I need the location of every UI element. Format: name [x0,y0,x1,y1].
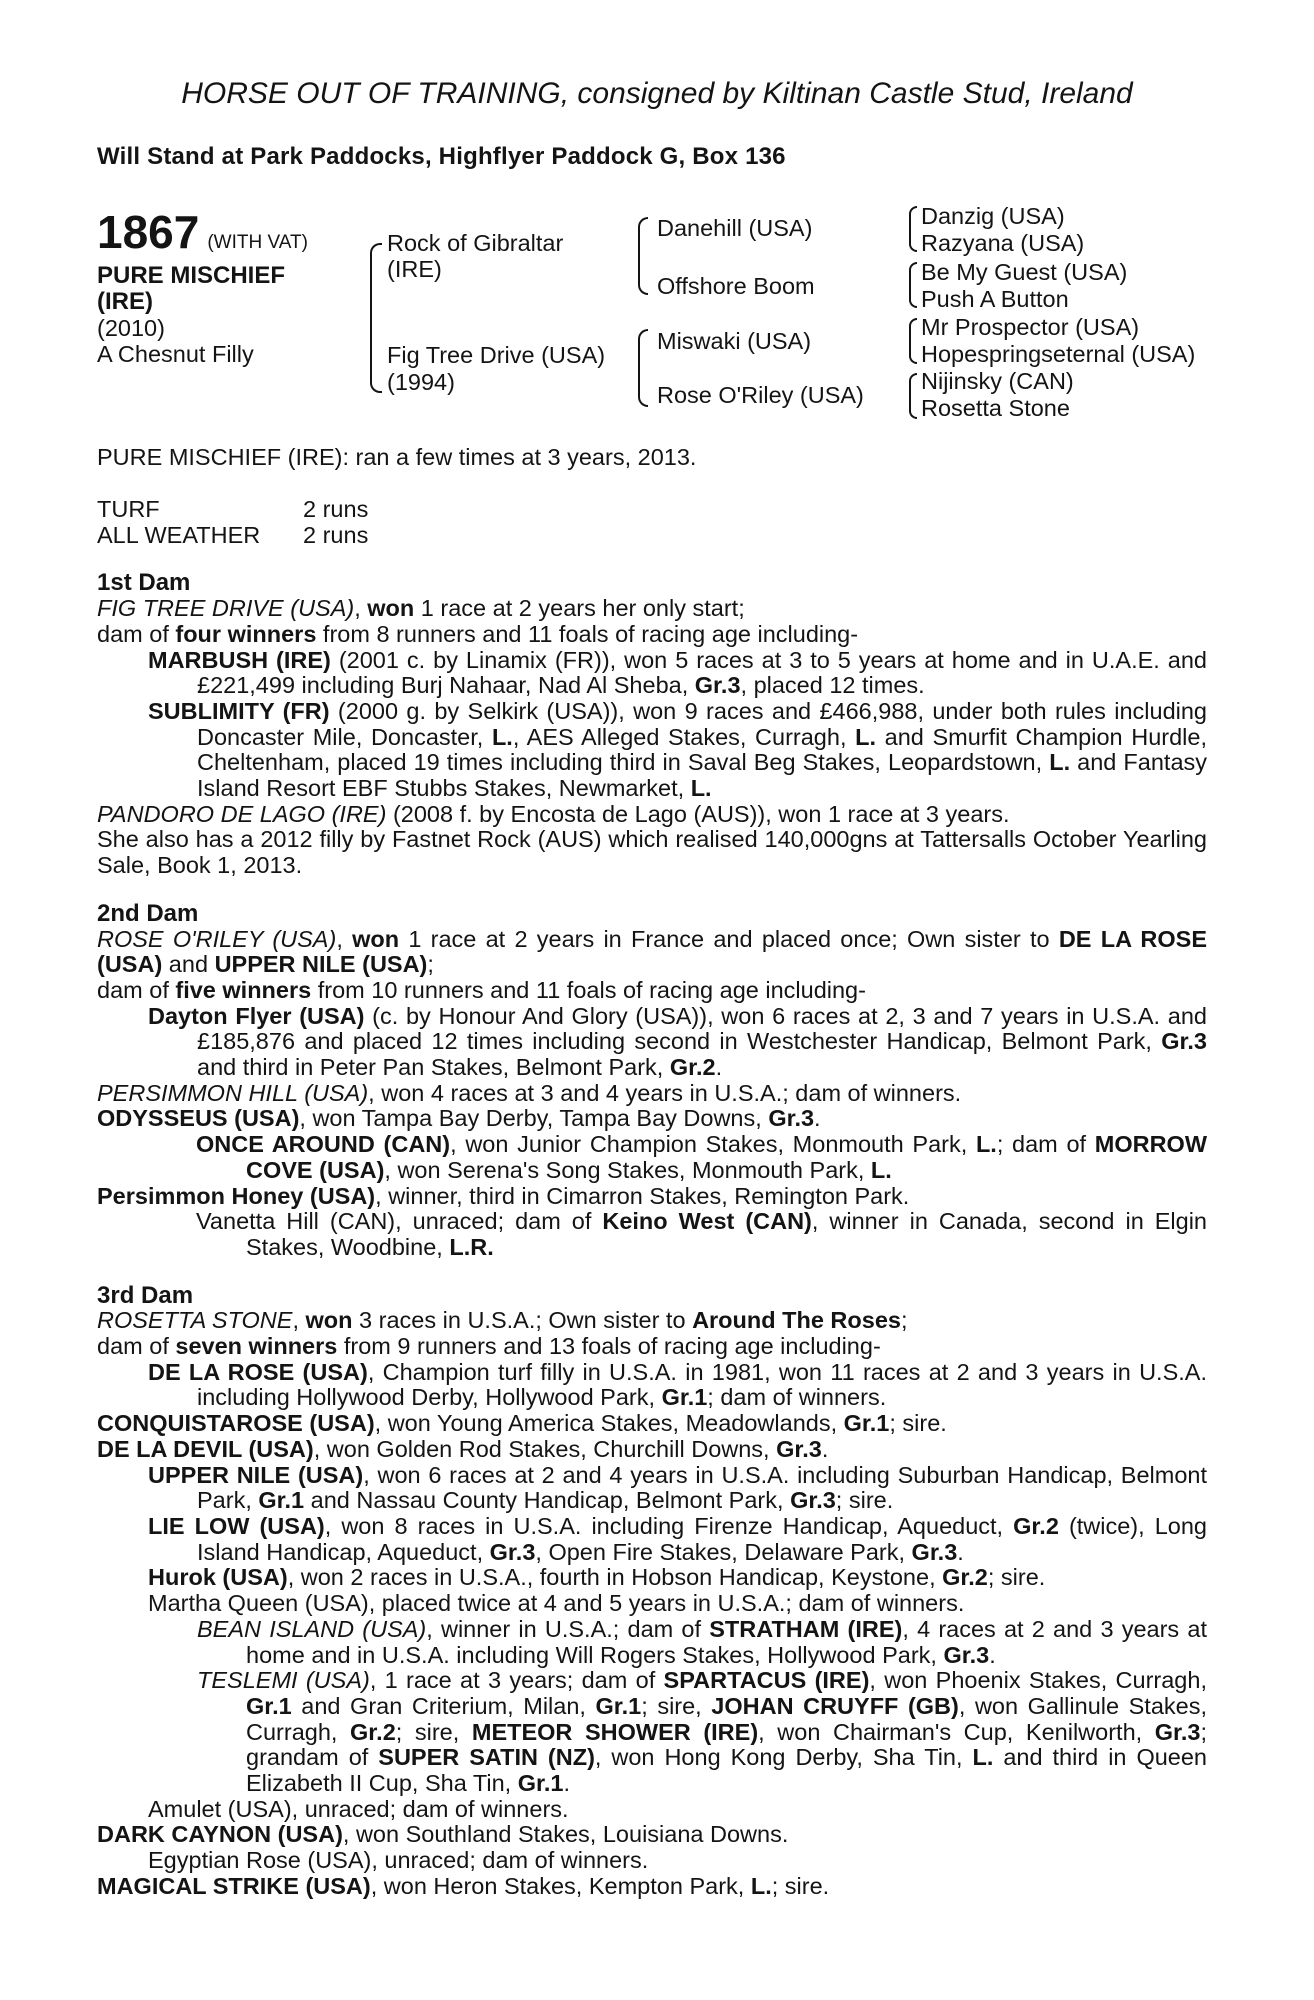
runs-label-turf: TURF [97,496,160,523]
pedigree-brace-dam [638,329,648,407]
progeny-entry: UPPER NILE (USA), won 6 races at 2 and 4 years in U.S.A. including Suburban Handicap, Belmont Park, Gr.1 and Nassau County Handicap, Belmont Park, Gr.3; sire. [148,1461,1207,1514]
horse-name-suffix: (IRE) [97,288,153,315]
progeny-entry: Hurok (USA), won 2 races in U.S.A., fourth in Hobson Handicap, Keystone, Gr.2; sire. [148,1564,1046,1591]
runs-value-aw: 2 runs [303,522,369,549]
pedigree-sire-dam: Offshore Boom [657,273,815,299]
progeny-entry: PERSIMMON HILL (USA), won 4 races at 3 and 4 years in U.S.A.; dam of winners. [97,1079,962,1106]
dam-record: FIG TREE DRIVE (USA), won 1 race at 2 years her only start; [97,595,745,622]
pedigree-dam-dam: Rose O'Riley (USA) [657,382,864,408]
grand-progeny-entry: BEAN ISLAND (USA), winner in U.S.A.; dam of STRATHAM (IRE), 4 races at 2 and 3 years at home and in U.S.A. including Will Rogers Stakes, Hollywood Park, Gr.3. [197,1615,1207,1668]
section-heading: 3rd Dam [97,1281,194,1309]
section-heading: 1st Dam [97,569,191,597]
pedigree-brace-g3-1 [909,206,917,252]
pedigree-g3-3: Be My Guest (USA) [921,259,1128,285]
progeny-entry: MARBUSH (IRE) (2001 c. by Linamix (FR)), won 5 races at 3 to 5 years at home and in U.A.E. and £221,499 including Burj Nahaar, Nad Al Sheba, Gr.3, placed 12 times. [148,646,1207,699]
pedigree-brace-g3-4 [909,373,917,419]
pedigree-g3-8: Rosetta Stone [921,395,1070,421]
horse-description: A Chesnut Filly [97,341,254,367]
runs-label-aw: ALL WEATHER [97,522,261,549]
runs-value-turf: 2 runs [303,496,369,523]
progeny-entry: LIE LOW (USA), won 8 races in U.S.A. including Firenze Handicap, Aqueduct, Gr.2 (twice), Long Island Handicap, Aqueduct, Gr.3, Open Fire Stakes, Delaware Park, Gr.3. [148,1513,1207,1565]
pedigree-brace-g3-2 [909,262,917,308]
dam-produce-summary: dam of seven winners from 9 runners and 13 foals of racing age including- [97,1333,881,1360]
pedigree-brace-gen1 [370,243,382,393]
foaling-year: (2010) [97,315,165,341]
grand-progeny-entry: MAGICAL STRIKE (USA), won Heron Stakes, Kempton Park, L.; sire. [97,1872,830,1899]
progeny-entry: Dayton Flyer (USA) (c. by Honour And Glory (USA)), won 6 races at 2, 3 and 7 years in U.S.A. and £185,876 and placed 12 times including second in Westchester Handicap, Belmont Park, Gr.3 and third in Peter Pan Stakes, Belmont Park, Gr.2. [148,1002,1207,1081]
progeny-entry: PANDORO DE LAGO (IRE) (2008 f. by Encosta de Lago (AUS)), won 1 race at 3 years. [97,800,1010,827]
grand-progeny-entry: TESLEMI (USA), 1 race at 3 years; dam of SPARTACUS (IRE), won Phoenix Stakes, Curragh, Gr.1 and Gran Criterium, Milan, Gr.1; sire, JOHAN CRUYFF (GB), won Gallinule Stakes, Curragh, Gr.2; sire, METEOR SHOWER (IRE), won Chairman's Cup, Kenilworth, Gr.3; grandam of SUPER SATIN (NZ), won Hong Kong Derby, Sha Tin, L. and third in Queen Elizabeth II Cup, Sha Tin, Gr.1. [197,1667,1208,1797]
pedigree-sire-sire: Danehill (USA) [657,215,813,241]
vat-note: (WITH VAT) [207,232,308,253]
lot-number-line [97,205,308,259]
progeny-entry: Egyptian Rose (USA), unraced; dam of winners. [148,1847,649,1874]
grand-progeny-entry: ONCE AROUND (CAN), won Junior Champion Stakes, Monmouth Park, L.; dam of MORROW COVE (USA), won Serena's Song Stakes, Monmouth Park, L. [196,1131,1208,1183]
catalogue-body [97,445,1207,1900]
dam-produce-summary: dam of four winners from 8 runners and 11 foals of racing age including- [97,620,859,647]
runs-table [97,496,1207,548]
grand-progeny-entry: DE LA DEVIL (USA), won Golden Rod Stakes, Churchill Downs, Gr.3. [97,1435,829,1462]
progeny-entry: SUBLIMITY (FR) (2000 g. by Selkirk (USA)), won 9 races and £466,988, under both rules including Doncaster Mile, Doncaster, L., AES Alleged Stakes, Curragh, L. and Smurfit Champion Hurdle, Cheltenham, placed 19 times including third in Saval Beg Stakes, Leopardstown, L. and Fantasy Island Resort EBF Stubbs Stakes, Newmarket, L. [148,697,1208,802]
lot-number: 1867 [97,206,200,258]
pedigree-dam-sire: Miswaki (USA) [657,328,812,354]
grand-progeny-entry: DARK CAYNON (USA), won Southland Stakes, Louisiana Downs. [97,1821,789,1848]
grand-progeny-entry: Vanetta Hill (CAN), unraced; dam of Keino West (CAN), winner in Canada, second in Elgin Stakes, Woodbine, L.R. [196,1208,1207,1260]
grand-progeny-entry: CONQUISTAROSE (USA), won Young America Stakes, Meadowlands, Gr.1; sire. [97,1410,947,1437]
pedigree-dam: Fig Tree Drive (USA) [387,342,606,368]
pedigree-g3-6: Hopespringseternal (USA) [921,341,1196,367]
stand-location: Will Stand at Park Paddocks, Highflyer Paddock G, Box 136 [97,143,786,170]
pedigree-g3-7: Nijinsky (CAN) [921,368,1074,394]
horse-name: PURE MISCHIEF [97,262,286,289]
pedigree-sire: Rock of Gibraltar [387,230,564,256]
dam-record: ROSE O'RILEY (USA), won 1 race at 2 years in France and placed once; Own sister to DE LA ROSE (USA) and UPPER NILE (USA); [97,925,1208,978]
progeny-entry: Martha Queen (USA), placed twice at 4 and 5 years in U.S.A.; dam of winners. [148,1590,965,1617]
racing-summary: PURE MISCHIEF (IRE): ran a few times at 3 years, 2013. [97,444,697,470]
pedigree-g3-5: Mr Prospector (USA) [921,314,1140,340]
pedigree-brace-g3-3 [909,318,917,364]
dam-record: ROSETTA STONE, won 3 races in U.S.A.; Own sister to Around The Roses; [97,1307,908,1334]
page-title: HORSE OUT OF TRAINING, consigned by Kiltinan Castle Stud, Ireland [181,77,1133,110]
pedigree-g3-4: Push A Button [921,286,1069,312]
pedigree-sire-suffix: (IRE) [387,256,442,282]
pedigree-g3-2: Razyana (USA) [921,230,1085,256]
pedigree-brace-sire [638,217,648,295]
pedigree-g3-1: Danzig (USA) [921,203,1065,229]
progeny-entry: Amulet (USA), unraced; dam of winners. [148,1795,569,1822]
section-heading: 2nd Dam [97,899,199,927]
pedigree-dam-year: (1994) [387,369,455,395]
dam-produce-summary: dam of five winners from 10 runners and 11 foals of racing age including- [97,976,866,1003]
grand-progeny-entry: Persimmon Honey (USA), winner, third in Cimarron Stakes, Remington Park. [97,1182,910,1209]
grand-progeny-entry: ODYSSEUS (USA), won Tampa Bay Derby, Tampa Bay Downs, Gr.3. [97,1105,821,1132]
progeny-entry: DE LA ROSE (USA), Champion turf filly in U.S.A. in 1981, won 11 races at 2 and 3 years in U.S.A. including Hollywood Derby, Hollywood Park, Gr.1; dam of winners. [148,1358,1207,1411]
yearling-note: She also has a 2012 filly by Fastnet Rock (AUS) which realised 140,000gns at Tattersalls October Yearling Sale, Book 1, 2013. [97,826,1207,879]
